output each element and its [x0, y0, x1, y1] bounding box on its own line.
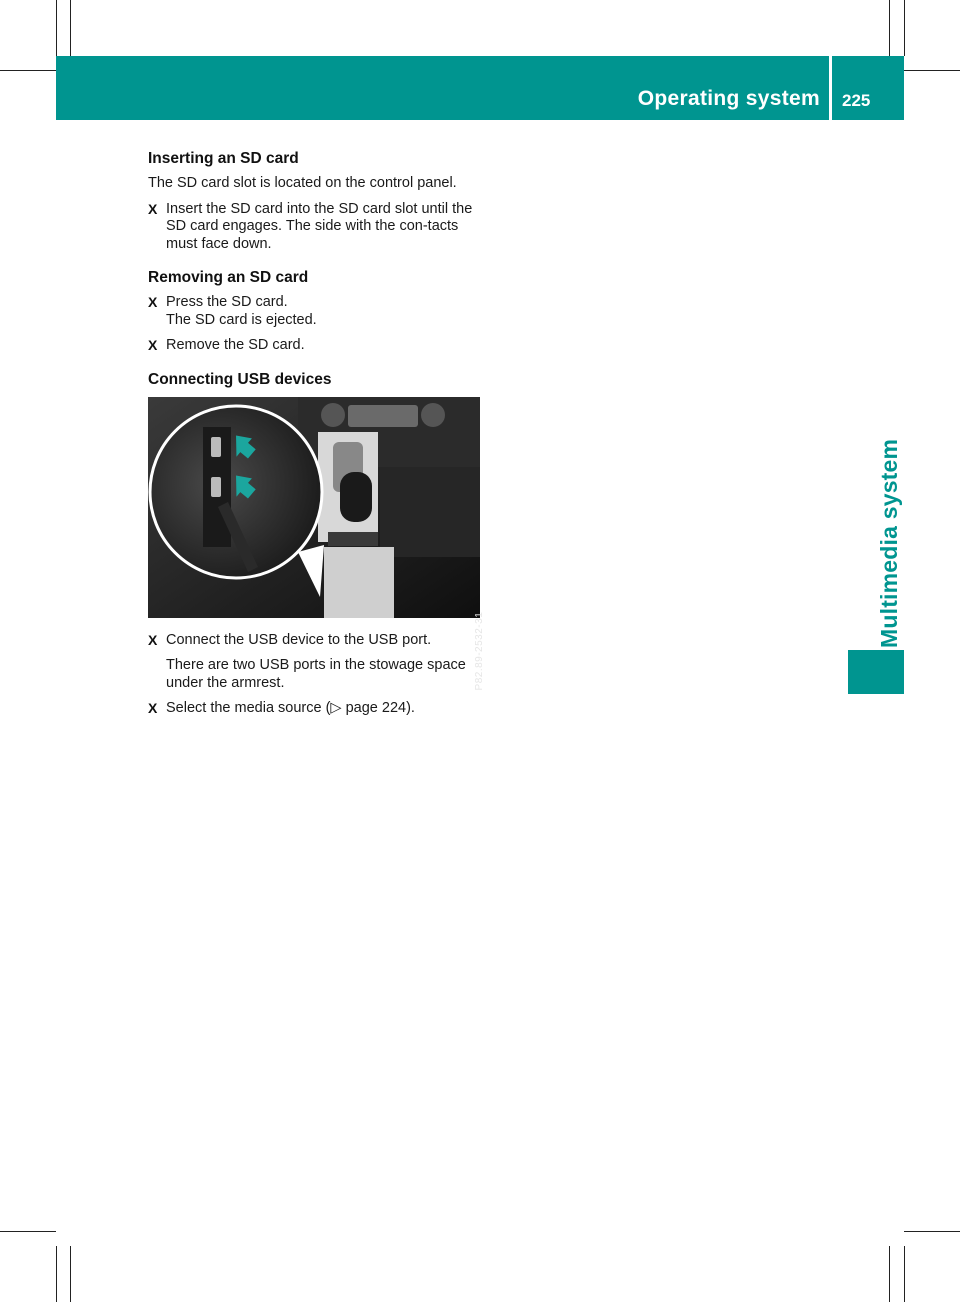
page-reference-link[interactable]: Select the media source (▷ page 224).	[166, 700, 415, 716]
section-intro: The SD card slot is located on the control panel.	[148, 175, 457, 191]
page-number: 225	[842, 91, 871, 110]
section-heading: Removing an SD card	[148, 269, 309, 286]
step-text: Remove the SD card.	[166, 337, 305, 353]
chapter-tab-marker	[848, 650, 904, 694]
crop-mark	[889, 0, 890, 56]
crop-mark	[889, 1246, 890, 1302]
figure-code: P82.89-2532-31	[474, 611, 485, 691]
x-arrow-icon: X	[148, 337, 158, 353]
crop-mark	[904, 1231, 960, 1232]
instruction-step	[148, 700, 493, 718]
step-note: There are two USB ports in the stowage space under the armrest.	[166, 657, 466, 691]
crop-mark	[904, 0, 905, 56]
main-content	[148, 150, 493, 726]
step-text: Connect the USB device to the USB port.	[166, 631, 432, 648]
crop-mark	[56, 1246, 57, 1302]
usb-ports-illustration	[148, 397, 480, 618]
instruction-step	[148, 294, 493, 329]
step-result: The SD card is ejected.	[166, 311, 317, 328]
header-divider	[829, 56, 832, 120]
crop-mark	[0, 1231, 56, 1232]
crop-mark	[70, 0, 71, 56]
crop-mark	[904, 70, 960, 71]
step-text: Press the SD card.	[166, 294, 288, 310]
x-arrow-icon: X	[148, 631, 158, 648]
instruction-step	[148, 337, 493, 355]
page-title: Operating system	[637, 87, 820, 110]
crop-mark	[904, 1246, 905, 1302]
x-arrow-icon: X	[148, 294, 158, 310]
section-heading: Connecting USB devices	[148, 370, 332, 388]
chapter-tab-label: Multimedia system	[876, 438, 902, 648]
x-arrow-icon: X	[148, 200, 158, 217]
crop-mark	[0, 70, 56, 71]
x-arrow-icon: X	[148, 700, 158, 716]
crop-mark	[70, 1246, 71, 1302]
step-text: Insert the SD card into the SD card slot until the SD card engages. The side with the con-tacts must face down.	[166, 200, 473, 252]
instruction-step	[148, 201, 493, 254]
section-heading: Inserting an SD card	[148, 150, 299, 167]
crop-mark	[56, 0, 57, 56]
instruction-step	[148, 632, 493, 693]
